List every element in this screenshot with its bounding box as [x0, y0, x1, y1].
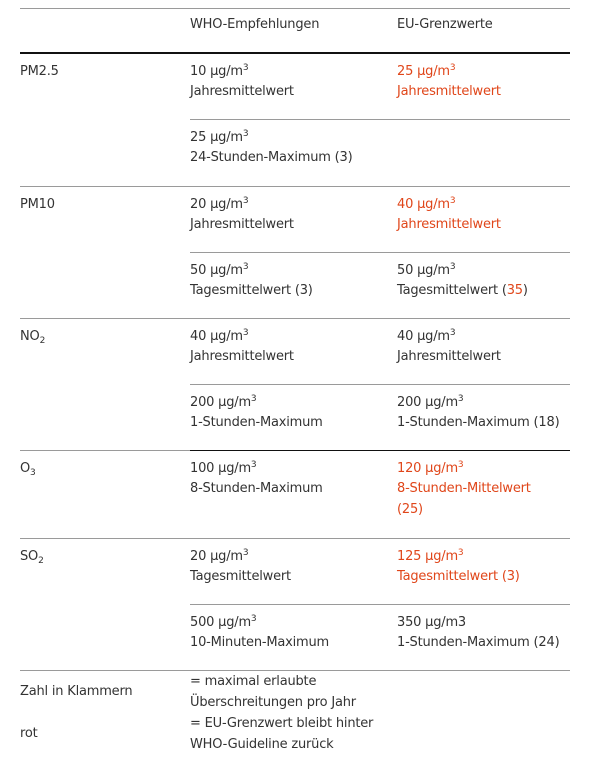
no2-eu-value: 40 $\mu g/m^3$	[397, 328, 456, 344]
pm10-who-value-2: 50 $\mu g/m^3$	[190, 262, 249, 278]
so2-eu-value-2: 350 µg/m3	[397, 615, 466, 630]
pm10-who-desc: Jahresmittelwert	[190, 217, 294, 232]
legend-brackets-desc-2: Überschreitungen pro Jahr	[190, 695, 356, 710]
pollutant-o3: $O_3$	[20, 461, 36, 478]
so2-who-desc: Tagesmittelwert	[190, 569, 291, 584]
so2-who-value: 20 $\mu g/m^3$	[190, 548, 249, 564]
legend-brackets-label: Zahl in Klammern	[20, 684, 133, 699]
o3-who-value: 100 $\mu g/m^3$	[190, 460, 257, 476]
pm10-sub-rule	[190, 252, 570, 253]
no2-who-value-2: 200 $\mu g/m^3$	[190, 394, 257, 410]
pm25-who-value: 10 $\mu g/m^3$	[190, 63, 249, 79]
no2-eu-desc: Jahresmittelwert	[397, 349, 501, 364]
pm10-bottom-rule	[20, 318, 570, 319]
header-who: WHO-Empfehlungen	[190, 17, 320, 32]
pm25-eu-value: 25 $\mu g/m^3$	[397, 63, 456, 79]
pollutant-no2: $NO_2$	[20, 329, 46, 346]
pm25-eu-desc: Jahresmittelwert	[397, 84, 501, 99]
pm10-eu-value: 40 $\mu g/m^3$	[397, 196, 456, 212]
o3-who-desc: 8-Stunden-Maximum	[190, 481, 323, 496]
so2-sub-rule	[190, 604, 570, 605]
header-eu: EU-Grenzwerte	[397, 17, 493, 32]
no2-eu-desc-2: 1-Stunden-Maximum (18)	[397, 415, 560, 430]
pm25-bottom-rule	[20, 186, 570, 187]
pm25-who-value-2: 25 $\mu g/m^3$	[190, 129, 249, 145]
legend-red-label: rot	[20, 726, 38, 741]
no2-sub-rule	[190, 384, 570, 385]
pm10-eu-desc-2: Tagesmittelwert (35)	[397, 283, 528, 298]
o3-eu-desc-count: (25)	[397, 502, 423, 517]
table-top-rule	[20, 8, 570, 9]
pm25-who-desc-2: 24-Stunden-Maximum (3)	[190, 150, 353, 165]
pm10-eu-value-2: 50 $\mu g/m^3$	[397, 262, 456, 278]
o3-eu-desc: 8-Stunden-Mittelwert	[397, 481, 531, 496]
o3-eu-value: 120 $\mu g/m^3$	[397, 460, 464, 476]
legend-brackets-desc-1: = maximal erlaubte	[190, 674, 317, 689]
pollutant-so2: $SO_2$	[20, 549, 44, 566]
pm25-who-desc: Jahresmittelwert	[190, 84, 294, 99]
no2-eu-value-2: 200 $\mu g/m^3$	[397, 394, 464, 410]
pm10-eu-desc: Jahresmittelwert	[397, 217, 501, 232]
no2-who-desc: Jahresmittelwert	[190, 349, 294, 364]
so2-eu-desc-2: 1-Stunden-Maximum (24)	[397, 635, 560, 650]
pollutant-pm25: PM2.5	[20, 64, 59, 79]
no2-bottom-rule-left	[20, 450, 190, 451]
legend-red-desc-2: WHO-Guideline zurück	[190, 737, 334, 752]
so2-eu-value: 125 $\mu g/m^3$	[397, 548, 464, 564]
so2-who-value-2: 500 $\mu g/m^3$	[190, 614, 257, 630]
o3-bottom-rule	[20, 538, 570, 539]
no2-bottom-rule-right	[190, 450, 570, 451]
so2-eu-desc: Tagesmittelwert (3)	[397, 569, 520, 584]
pm25-sub-rule	[190, 119, 570, 120]
no2-who-value: 40 $\mu g/m^3$	[190, 328, 249, 344]
pollutant-pm10: PM10	[20, 197, 55, 212]
no2-who-desc-2: 1-Stunden-Maximum	[190, 415, 323, 430]
header-bottom-rule	[20, 52, 570, 54]
so2-who-desc-2: 10-Minuten-Maximum	[190, 635, 330, 650]
legend-red-desc-1: = EU-Grenzwert bleibt hinter	[190, 716, 374, 731]
pm10-who-desc-2: Tagesmittelwert (3)	[190, 283, 313, 298]
pm10-who-value: 20 $\mu g/m^3$	[190, 196, 249, 212]
